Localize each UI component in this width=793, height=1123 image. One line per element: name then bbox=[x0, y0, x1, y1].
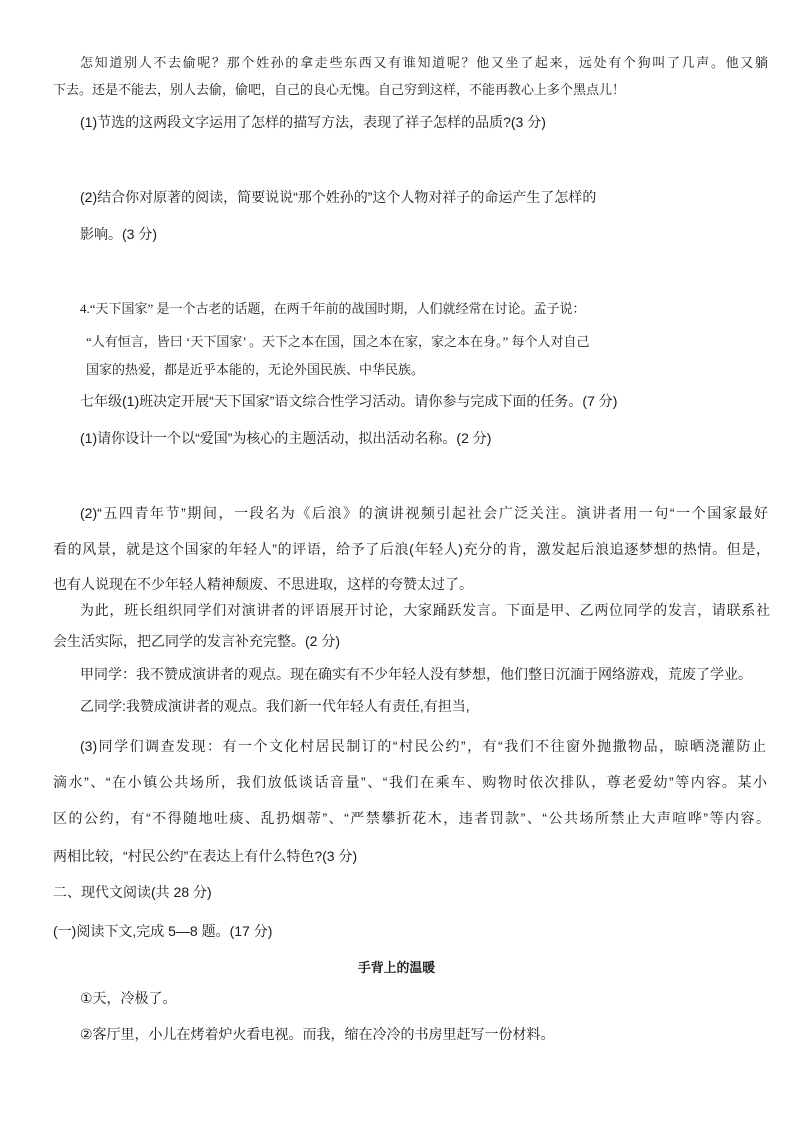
q4-task: 七年级(1)班决定开展“天下国家”语文综合性学习活动。请你参与完成下面的任务。(7 分) bbox=[80, 393, 618, 409]
student-a-statement: 甲同学：我不赞成演讲者的观点。现在确实有不少年轻人没有梦想，他们整日沉湎于网络游戏，荒废了学业。 bbox=[80, 666, 752, 682]
q4-sub2-line5: 会生活实际，把乙同学的发言补充完整。(2 分) bbox=[53, 633, 340, 649]
excerpt-line-2: 下去。还是不能去，别人去偷，偷吧，自己的良心无愧。自己穷到这样，不能再教心上多个黑点儿！ bbox=[53, 82, 626, 97]
q4-sub2-line1: (2)“五四青年节”期间，一段名为《后浪》的演讲视频引起社会广泛关注。演讲者用一句“一个国家最好 bbox=[80, 505, 768, 521]
q4-intro-line3: 国家的热爱，都是近乎本能的，无论外国民族、中华民族。 bbox=[86, 362, 425, 377]
student-b-statement: 乙同学:我赞成演讲者的观点。我们新一代年轻人有责任,有担当, bbox=[80, 698, 470, 714]
q4-intro-line2: “人有恒言，皆曰 ‘天下国家’ 。天下之本在国，国之本在家，家之本在身。” 每个人对自己 bbox=[86, 334, 590, 349]
q3-sub1: (1)节选的这两段文字运用了怎样的描写方法，表现了祥子怎样的品质?(3 分) bbox=[80, 114, 546, 130]
article-paragraph-2: ②客厅里，小儿在烤着炉火看电视。而我，缩在冷冷的书房里赶写一份材料。 bbox=[80, 1026, 555, 1042]
section-heading: 二、现代文阅读(共 28 分) bbox=[53, 884, 212, 900]
q4-sub1: (1)请你设计一个以“爱国”为核心的主题活动，拟出活动名称。(2 分) bbox=[80, 430, 492, 446]
q4-sub2-line3: 也有人说现在不少年轻人精神颓废、不思进取，这样的夸赞太过了。 bbox=[53, 576, 473, 592]
q4-sub2-line4: 为此，班长组织同学们对演讲者的评语展开讨论，大家踊跃发言。下面是甲、乙两位同学的发言，请联系社 bbox=[80, 602, 770, 618]
article-paragraph-1: ①天，冷极了。 bbox=[80, 990, 177, 1006]
article-title: 手背上的温暖 bbox=[357, 960, 436, 975]
q4-sub3-line4: 两相比较，“村民公约”在表达上有什么特色?(3 分) bbox=[53, 848, 358, 864]
q4-sub3-line2: 滴水”、“在小镇公共场所，我们放低谈话音量”、“我们在乘车、购物时依次排队，尊老爱幼”等内容。某小 bbox=[53, 774, 767, 790]
q3-sub2-line1: (2)结合你对原著的阅读，简要说说“那个姓孙的”这个人物对祥子的命运产生了怎样的 bbox=[80, 189, 597, 205]
reading-part-heading: (一)阅读下文,完成 5—8 题。(17 分) bbox=[53, 923, 273, 939]
q4-sub2-line2: 看的风景，就是这个国家的年轻人”的评语，给予了后浪(年轻人)充分的肯，激发起后浪追逐梦想的热情。但是， bbox=[53, 541, 770, 557]
q3-sub2-line2: 影响。(3 分) bbox=[80, 226, 157, 242]
q4-sub3-line3: 区的公约，有“不得随地吐痰、乱扔烟蒂”、“严禁攀折花木，违者罚款”、“公共场所禁止大声喧哗”等内容。 bbox=[53, 810, 770, 826]
excerpt-line-1: 怎知道别人不去偷呢？那个姓孙的拿走些东西又有谁知道呢？他又坐了起来，远处有个狗叫了几声。他又躺 bbox=[80, 55, 768, 70]
q4-sub3-line1: (3)同学们调查发现：有一个文化村居民制订的“村民公约”，有“我们不往窗外抛撒物品，晾晒浇灌防止 bbox=[80, 738, 766, 754]
q4-intro-line1: 4.“天下国家” 是一个古老的话题，在两千年前的战国时期，人们就经常在讨论。孟子说： bbox=[80, 301, 586, 316]
